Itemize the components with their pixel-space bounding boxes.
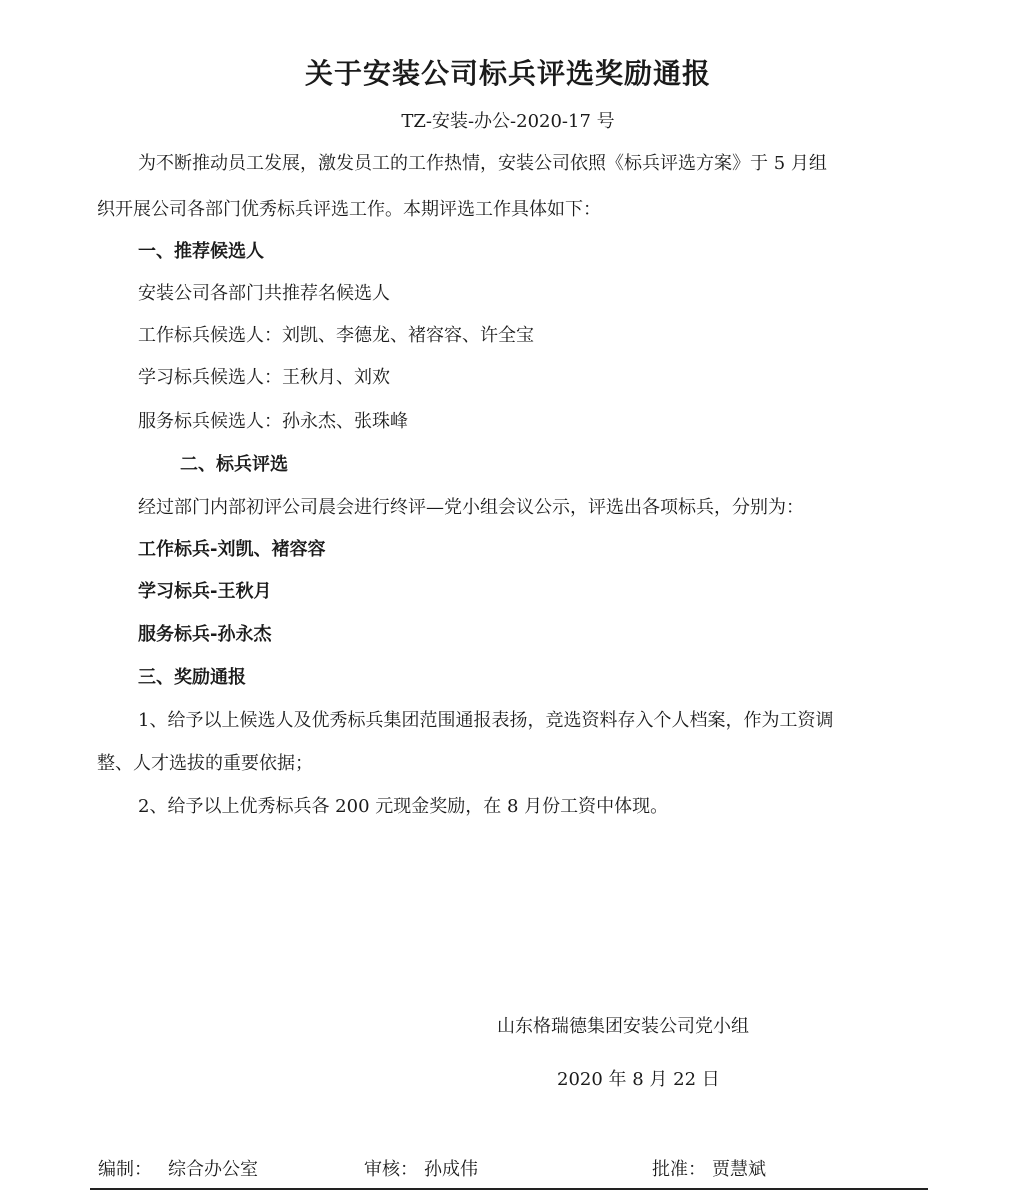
- footer-divider: [90, 1188, 928, 1190]
- intro-line-2: 织开展公司各部门优秀标兵评选工作。本期评选工作具体如下：: [97, 199, 601, 220]
- section-1-line: 安装公司各部门共推荐名候选人: [138, 283, 390, 304]
- reward-item-1-line-1: 1、给予以上候选人及优秀标兵集团范围通报表扬，竞选资料存入个人档案，作为工资调: [138, 710, 834, 731]
- footer-reviewed-value: 孙成伟: [424, 1159, 478, 1180]
- winner-line: 学习标兵-王秋月: [138, 581, 272, 602]
- document-title: 关于安装公司标兵评选奖励通报: [304, 57, 711, 90]
- section-1-heading: 一、推荐候选人: [138, 241, 264, 262]
- reward-item-1-line-2: 整、人才选拔的重要依据；: [97, 753, 313, 774]
- section-3-heading: 三、奖励通报: [138, 667, 246, 688]
- footer-approved-value: 贾慧斌: [712, 1159, 766, 1180]
- section-2-heading: 二、标兵评选: [180, 454, 288, 475]
- section-1-line: 学习标兵候选人：王秋月、刘欢: [138, 367, 390, 388]
- signature-date: 2020 年 8 月 22 日: [557, 1069, 720, 1090]
- footer-compiled-value: 综合办公室: [168, 1159, 258, 1180]
- footer-compiled-label: 编制：: [98, 1159, 152, 1180]
- signature-org: 山东格瑞德集团安装公司党小组: [497, 1016, 749, 1037]
- winner-line: 服务标兵-孙永杰: [138, 624, 272, 645]
- section-1-line: 服务标兵候选人：孙永杰、张珠峰: [138, 411, 408, 432]
- section-1-line: 工作标兵候选人：刘凯、李德龙、褚容容、许全宝: [138, 325, 534, 346]
- reward-item-2: 2、给予以上优秀标兵各 200 元现金奖励，在 8 月份工资中体现。: [138, 796, 669, 817]
- document-number: TZ-安装-办公-2020-17 号: [401, 111, 615, 132]
- section-2-intro: 经过部门内部初评公司晨会进行终评—党小组会议公示，评选出各项标兵，分别为：: [138, 497, 804, 518]
- footer-approved-label: 批准：: [652, 1159, 706, 1180]
- intro-line-1: 为不断推动员工发展，激发员工的工作热情，安装公司依照《标兵评选方案》于 5 月组: [138, 153, 827, 174]
- winner-line: 工作标兵-刘凯、褚容容: [138, 539, 326, 560]
- footer-reviewed-label: 审核：: [364, 1159, 418, 1180]
